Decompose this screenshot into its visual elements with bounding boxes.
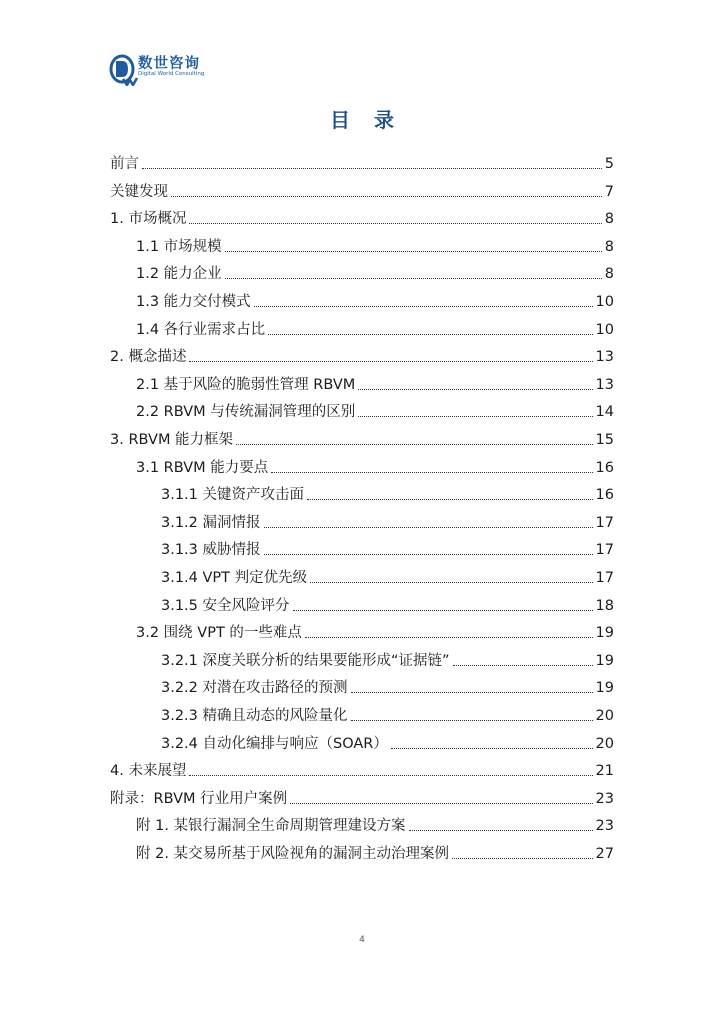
- toc-entry-page: 10: [595, 294, 614, 310]
- toc-entry-page: 8: [604, 238, 614, 255]
- toc-entry-title: 1. 市场概况: [110, 211, 187, 228]
- toc-entry-title: 1.3 能力交付模式: [136, 294, 251, 310]
- toc-entry[interactable]: [136, 840, 614, 864]
- toc-entry-page: 20: [595, 708, 614, 724]
- toc-entry-page: 16: [595, 487, 614, 504]
- toc-entry-title: 3.2 围绕 VPT 的一些难点: [136, 625, 302, 642]
- toc-leader-dots: [189, 361, 592, 362]
- toc-leader-dots: [264, 554, 593, 555]
- toc-entry[interactable]: [110, 426, 614, 450]
- toc-entry[interactable]: [161, 730, 614, 754]
- toc-entry[interactable]: [136, 233, 614, 257]
- toc-leader-dots: [409, 830, 593, 831]
- toc-entry[interactable]: [110, 178, 614, 202]
- toc-entry-title: 3.2.3 精确且动态的风险量化: [161, 708, 348, 724]
- toc-entry-title: 3.1.5 安全风险评分: [161, 597, 290, 614]
- toc-entry-page: 18: [595, 597, 614, 614]
- toc-entry[interactable]: [161, 647, 614, 671]
- toc-leader-dots: [171, 196, 602, 197]
- toc-entry-page: 23: [595, 818, 614, 835]
- toc-entry-title: 3. RBVM 能力框架: [110, 432, 234, 448]
- toc-entry-title: 附 1. 某银行漏洞全生命周期管理建设方案: [136, 818, 406, 835]
- page-number: 4: [359, 935, 365, 945]
- toc-entry-page: 19: [595, 625, 614, 642]
- toc-leader-dots: [351, 720, 593, 721]
- toc-entry-page: 14: [595, 404, 614, 421]
- toc-entry[interactable]: [161, 674, 614, 698]
- toc-entry[interactable]: [110, 343, 614, 367]
- toc-entry-page: 21: [595, 763, 614, 780]
- toc-entry-page: 16: [595, 459, 614, 476]
- toc-leader-dots: [452, 858, 592, 859]
- toc-entry-title: 附 2. 某交易所基于风险视角的漏洞主动治理案例: [136, 846, 450, 862]
- toc-entry-page: 13: [595, 349, 614, 366]
- toc-leader-dots: [225, 278, 602, 279]
- toc-entry-page: 15: [595, 432, 614, 448]
- toc-entry-title: 3.1.3 威胁情报: [161, 542, 261, 559]
- toc-entry-page: 17: [595, 570, 614, 586]
- toc-entry-title: 4. 未来展望: [110, 763, 187, 780]
- logo-subtitle: Digital World Consulting: [138, 71, 205, 77]
- toc-entry[interactable]: [136, 812, 614, 836]
- toc-entry-page: 5: [604, 156, 614, 172]
- toc-entry-title: 1.2 能力企业: [136, 266, 222, 283]
- toc-entry-page: 17: [595, 514, 614, 531]
- toc-leader-dots: [290, 803, 592, 804]
- toc-leader-dots: [271, 472, 592, 473]
- toc-leader-dots: [305, 637, 593, 638]
- page-title: 目录: [330, 108, 418, 132]
- toc-entry-title: 3.1.1 关键资产攻击面: [161, 487, 305, 504]
- toc-entry[interactable]: [110, 205, 614, 229]
- toc-leader-dots: [254, 306, 593, 307]
- toc-entry[interactable]: [161, 564, 614, 588]
- toc-entry-title: 2.2 RBVM 与传统漏洞管理的区别: [136, 404, 356, 421]
- toc-entry[interactable]: [161, 536, 614, 560]
- toc-entry-title: 3.1.4 VPT 判定优先级: [161, 570, 308, 586]
- toc-entry-page: 10: [595, 321, 614, 338]
- toc-leader-dots: [189, 223, 601, 224]
- toc-leader-dots: [358, 389, 592, 390]
- toc-entry[interactable]: [136, 619, 614, 643]
- toc-entry[interactable]: [161, 592, 614, 616]
- toc-leader-dots: [391, 748, 593, 749]
- toc-leader-dots: [236, 444, 592, 445]
- toc-entry-page: 13: [595, 376, 614, 393]
- toc-entry[interactable]: [136, 260, 614, 284]
- toc-entry[interactable]: [136, 371, 614, 395]
- toc-entry-title: 3.2.1 深度关联分析的结果要能形成“证据链”: [161, 652, 450, 669]
- toc-entry-title: 附录：RBVM 行业用户案例: [110, 790, 288, 807]
- toc-entry[interactable]: [136, 454, 614, 478]
- toc-entry[interactable]: [161, 509, 614, 533]
- toc-leader-dots: [358, 416, 592, 417]
- toc-leader-dots: [268, 334, 592, 335]
- toc-leader-dots: [310, 582, 592, 583]
- toc-entry[interactable]: [136, 316, 614, 340]
- toc-leader-dots: [142, 168, 602, 169]
- toc-entry-page: 17: [595, 542, 614, 559]
- toc-entry[interactable]: [110, 785, 614, 809]
- toc-entry-title: 1.4 各行业需求占比: [136, 321, 266, 338]
- toc-entry-title: 3.1 RBVM 能力要点: [136, 459, 269, 476]
- logo-name: 数世咨询: [138, 56, 200, 72]
- toc-entry-title: 3.1.2 漏洞情报: [161, 514, 261, 531]
- toc-entry-page: 8: [604, 211, 614, 228]
- toc-entry[interactable]: [110, 150, 614, 174]
- toc-entry[interactable]: [110, 757, 614, 781]
- toc-entry-page: 20: [595, 735, 614, 752]
- toc-entry-title: 2. 概念描述: [110, 349, 187, 366]
- toc-entry-title: 关键发现: [110, 183, 168, 200]
- toc-leader-dots: [225, 251, 602, 252]
- toc-entry[interactable]: [136, 288, 614, 312]
- toc-entry-page: 7: [604, 183, 614, 200]
- toc-leader-dots: [307, 499, 593, 500]
- toc-leader-dots: [189, 775, 592, 776]
- toc-entry-title: 1.1 市场规模: [136, 238, 222, 255]
- toc-entry-page: 19: [595, 680, 614, 697]
- toc-entry-page: 23: [595, 790, 614, 807]
- toc-entry-title: 3.2.4 自动化编排与响应（SOAR）: [161, 735, 388, 752]
- toc-entry[interactable]: [161, 702, 614, 726]
- toc-leader-dots: [351, 692, 593, 693]
- toc-leader-dots: [264, 527, 593, 528]
- toc-entry[interactable]: [136, 398, 614, 422]
- toc-entry-page: 27: [595, 846, 614, 862]
- toc-entry-title: 前言: [110, 156, 139, 172]
- toc-leader-dots: [453, 665, 593, 666]
- company-logo: [109, 52, 219, 88]
- toc-entry-title: 3.2.2 对潜在攻击路径的预测: [161, 680, 348, 697]
- logo-mark-icon: [109, 52, 139, 86]
- toc-entry[interactable]: [161, 481, 614, 505]
- toc-entry-title: 2.1 基于风险的脆弱性管理 RBVM: [136, 376, 356, 393]
- toc-leader-dots: [293, 610, 593, 611]
- toc-entry-page: 19: [595, 652, 614, 669]
- toc-entry-page: 8: [604, 266, 614, 283]
